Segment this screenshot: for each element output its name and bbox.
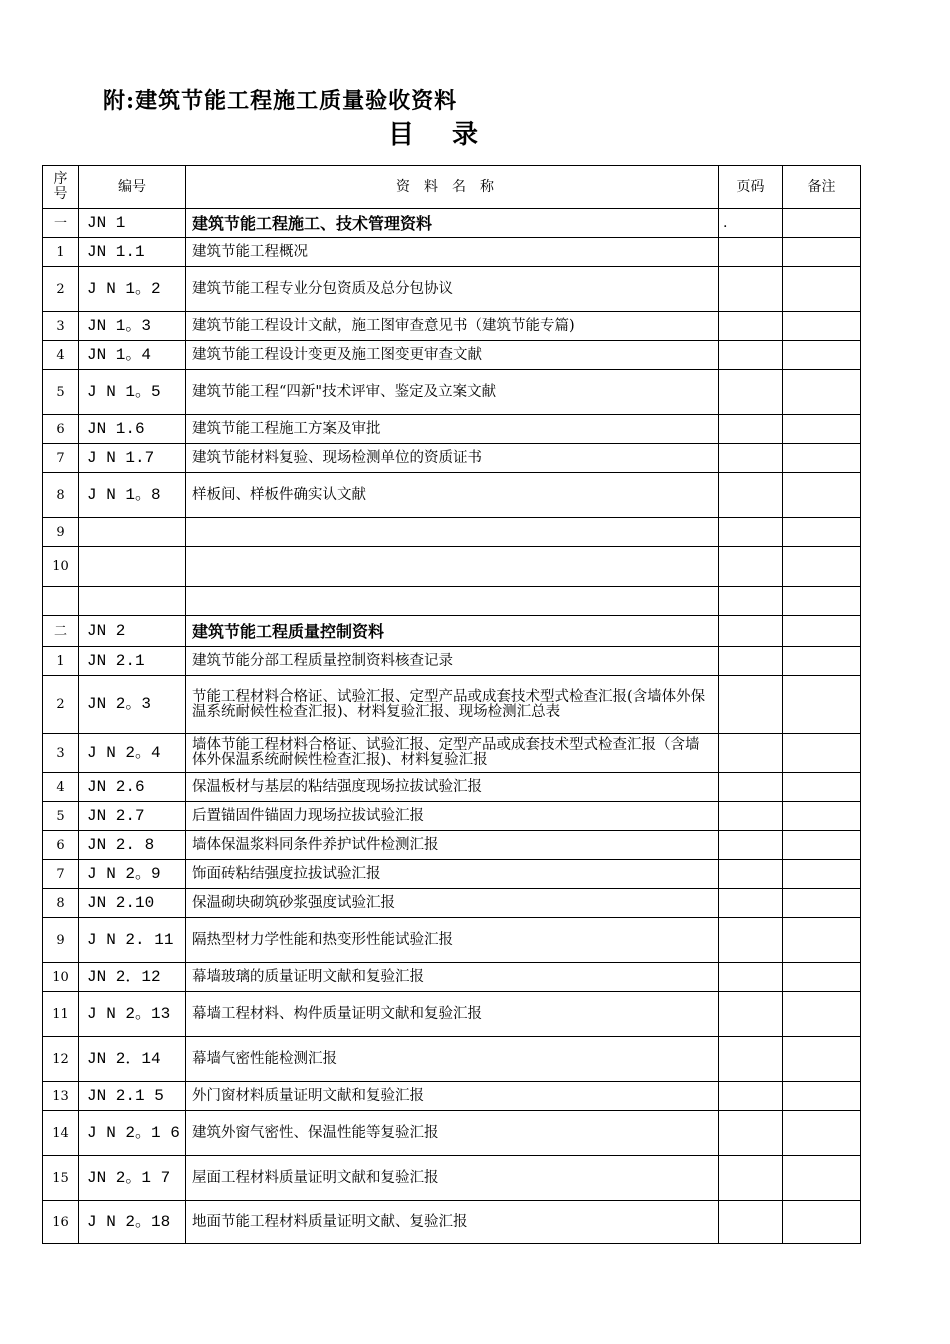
cell-remark [783, 734, 861, 773]
cell-code: J N 2。1 6 [79, 1111, 186, 1156]
cell-seq: 1 [43, 647, 79, 676]
cell-name: 饰面砖粘结强度拉拔试验汇报 [186, 860, 719, 889]
table-row [43, 773, 861, 802]
cell-seq: 16 [43, 1201, 79, 1244]
cell-code: J N 2。4 [79, 734, 186, 773]
table-row [43, 518, 861, 547]
cell-seq: 2 [43, 676, 79, 734]
cell-seq: 1 [43, 238, 79, 267]
cell-code: J N 2。18 [79, 1201, 186, 1244]
table-row [43, 1156, 861, 1201]
section-row [43, 616, 861, 647]
cell-remark [783, 1037, 861, 1082]
cell-code: JN 2。3 [79, 676, 186, 734]
cell-page [719, 587, 783, 616]
cell-page [719, 1111, 783, 1156]
cell-seq: 9 [43, 918, 79, 963]
cell-remark [783, 587, 861, 616]
cell-page [719, 734, 783, 773]
cell-page [719, 676, 783, 734]
cell-page [719, 616, 783, 647]
cell-code: JN 2。1 7 [79, 1156, 186, 1201]
cell-code: JN 2 [79, 616, 186, 647]
cell-remark [783, 473, 861, 518]
cell-name [186, 587, 719, 616]
cell-seq: 13 [43, 1082, 79, 1111]
table-row [43, 1082, 861, 1111]
cell-seq: 7 [43, 444, 79, 473]
table-row [43, 444, 861, 473]
cell-code: JN 2.1 5 [79, 1082, 186, 1111]
cell-remark [783, 773, 861, 802]
cell-seq: 7 [43, 860, 79, 889]
cell-page [719, 473, 783, 518]
cell-remark [783, 415, 861, 444]
cell-page [719, 267, 783, 312]
cell-seq: 2 [43, 267, 79, 312]
cell-seq: 6 [43, 831, 79, 860]
cell-name: 幕墙玻璃的质量证明文献和复验汇报 [186, 963, 719, 992]
cell-remark [783, 992, 861, 1037]
cell-name [186, 518, 719, 547]
cell-remark [783, 802, 861, 831]
cell-seq: 二 [43, 616, 79, 647]
cell-code: JN 1 [79, 209, 186, 238]
cell-name: 外门窗材料质量证明文献和复验汇报 [186, 1082, 719, 1111]
column-header-seq: 序号 [43, 166, 79, 209]
cell-code: JN 2.1 [79, 647, 186, 676]
cell-name: 保温砌块砌筑砂浆强度试验汇报 [186, 889, 719, 918]
cell-code: JN 1.1 [79, 238, 186, 267]
catalog-table [42, 165, 861, 1244]
cell-seq: 14 [43, 1111, 79, 1156]
cell-page [719, 415, 783, 444]
cell-name: 建筑节能工程设计文献，施工图审查意见书（建筑节能专篇) [186, 312, 719, 341]
cell-name: 保温板材与基层的粘结强度现场拉拔试验汇报 [186, 773, 719, 802]
cell-remark [783, 312, 861, 341]
cell-page [719, 1082, 783, 1111]
cell-remark [783, 209, 861, 238]
cell-code: JN 1.6 [79, 415, 186, 444]
cell-name: 幕墙气密性能检测汇报 [186, 1037, 719, 1082]
cell-name: 建筑节能工程设计变更及施工图变更审查文献 [186, 341, 719, 370]
column-header-name: 资料名称 [186, 166, 719, 209]
cell-page [719, 889, 783, 918]
cell-code: JN 1。4 [79, 341, 186, 370]
cell-seq: 5 [43, 802, 79, 831]
section-row [43, 209, 861, 238]
cell-name: 节能工程材料合格证、试验汇报、定型产品或成套技术型式检查汇报(含墙体外保温系统耐候性检查汇报)、材料复验汇报、现场检测汇总表 [186, 676, 719, 734]
cell-code: J N 2。9 [79, 860, 186, 889]
document-subtitle: 目录 [388, 120, 517, 150]
cell-page [719, 1156, 783, 1201]
cell-name: 地面节能工程材料质量证明文献、复验汇报 [186, 1201, 719, 1244]
table-row [43, 1201, 861, 1244]
cell-name: 屋面工程材料质量证明文献和复验汇报 [186, 1156, 719, 1201]
cell-name: 建筑外窗气密性、保温性能等复验汇报 [186, 1111, 719, 1156]
cell-remark [783, 444, 861, 473]
cell-code: J N 1。8 [79, 473, 186, 518]
cell-remark [783, 831, 861, 860]
cell-page: . [719, 209, 783, 238]
cell-page [719, 444, 783, 473]
cell-page [719, 312, 783, 341]
cell-remark [783, 370, 861, 415]
cell-remark [783, 238, 861, 267]
cell-page [719, 831, 783, 860]
document-title: 附:建筑节能工程施工质量验收资料 [103, 88, 458, 114]
column-header-code: 编号 [79, 166, 186, 209]
cell-name: 建筑节能工程质量控制资料 [186, 616, 719, 647]
cell-page [719, 963, 783, 992]
table-row [43, 547, 861, 587]
cell-name: 幕墙工程材料、构件质量证明文献和复验汇报 [186, 992, 719, 1037]
cell-page [719, 802, 783, 831]
cell-remark [783, 860, 861, 889]
cell-name: 建筑节能工程“四新"技术评审、鉴定及立案文献 [186, 370, 719, 415]
cell-seq: 5 [43, 370, 79, 415]
table-row [43, 415, 861, 444]
cell-name: 建筑节能工程施工方案及审批 [186, 415, 719, 444]
cell-seq: 3 [43, 734, 79, 773]
cell-page [719, 773, 783, 802]
cell-code: JN 2.7 [79, 802, 186, 831]
cell-remark [783, 676, 861, 734]
table-row [43, 647, 861, 676]
cell-seq: 8 [43, 889, 79, 918]
cell-code: JN 2．12 [79, 963, 186, 992]
cell-remark [783, 518, 861, 547]
cell-name: 建筑节能分部工程质量控制资料核查记录 [186, 647, 719, 676]
cell-name: 墙体保温浆料同条件养护试件检测汇报 [186, 831, 719, 860]
cell-code [79, 518, 186, 547]
cell-seq: 4 [43, 341, 79, 370]
table-row [43, 238, 861, 267]
cell-page [719, 918, 783, 963]
cell-remark [783, 1082, 861, 1111]
cell-page [719, 341, 783, 370]
table-header-row [43, 166, 861, 209]
cell-page [719, 647, 783, 676]
cell-code: JN 1。3 [79, 312, 186, 341]
cell-code: J N 2。13 [79, 992, 186, 1037]
cell-page [719, 992, 783, 1037]
cell-seq: 11 [43, 992, 79, 1037]
table-row [43, 676, 861, 734]
cell-remark [783, 889, 861, 918]
cell-page [719, 547, 783, 587]
cell-seq [43, 587, 79, 616]
cell-name: 墙体节能工程材料合格证、试验汇报、定型产品或成套技术型式检查汇报（含墙体外保温系统耐候性检查汇报)、材料复验汇报 [186, 734, 719, 773]
table-row [43, 370, 861, 415]
cell-page [719, 518, 783, 547]
cell-page [719, 1037, 783, 1082]
cell-remark [783, 1111, 861, 1156]
cell-code: J N 1.7 [79, 444, 186, 473]
cell-code: JN 2.10 [79, 889, 186, 918]
cell-name [186, 547, 719, 587]
cell-remark [783, 547, 861, 587]
table-row [43, 267, 861, 312]
table-row [43, 992, 861, 1037]
cell-remark [783, 918, 861, 963]
cell-code [79, 547, 186, 587]
cell-name: 样板间、样板件确实认文献 [186, 473, 719, 518]
cell-code: JN 2. 8 [79, 831, 186, 860]
cell-remark [783, 1156, 861, 1201]
cell-seq: 9 [43, 518, 79, 547]
cell-name: 建筑节能材料复验、现场检测单位的资质证书 [186, 444, 719, 473]
cell-name: 建筑节能工程专业分包资质及总分包协议 [186, 267, 719, 312]
table-row [43, 918, 861, 963]
cell-code [79, 587, 186, 616]
cell-remark [783, 647, 861, 676]
cell-seq: 6 [43, 415, 79, 444]
cell-remark [783, 267, 861, 312]
cell-page [719, 238, 783, 267]
table-row [43, 587, 861, 616]
table-row [43, 734, 861, 773]
table-row [43, 860, 861, 889]
table-row [43, 963, 861, 992]
cell-code: J N 1。2 [79, 267, 186, 312]
table-row [43, 831, 861, 860]
cell-remark [783, 963, 861, 992]
cell-remark [783, 616, 861, 647]
cell-page [719, 1201, 783, 1244]
table-row [43, 1037, 861, 1082]
cell-seq: 10 [43, 963, 79, 992]
cell-name: 隔热型材力学性能和热变形性能试验汇报 [186, 918, 719, 963]
cell-remark [783, 1201, 861, 1244]
cell-name: 后置锚固件锚固力现场拉拔试验汇报 [186, 802, 719, 831]
cell-seq: 12 [43, 1037, 79, 1082]
cell-seq: 8 [43, 473, 79, 518]
cell-seq: 一 [43, 209, 79, 238]
cell-name: 建筑节能工程概况 [186, 238, 719, 267]
cell-seq: 3 [43, 312, 79, 341]
cell-seq: 10 [43, 547, 79, 587]
cell-code: JN 2.6 [79, 773, 186, 802]
table-row [43, 341, 861, 370]
cell-remark [783, 341, 861, 370]
column-header-page: 页码 [719, 166, 783, 209]
cell-page [719, 370, 783, 415]
cell-page [719, 860, 783, 889]
cell-name: 建筑节能工程施工、技术管理资料 [186, 209, 719, 238]
cell-code: J N 1。5 [79, 370, 186, 415]
cell-seq: 4 [43, 773, 79, 802]
cell-code: J N 2. 11 [79, 918, 186, 963]
table-row [43, 802, 861, 831]
cell-code: JN 2．14 [79, 1037, 186, 1082]
table-row [43, 312, 861, 341]
table-row [43, 889, 861, 918]
table-row [43, 473, 861, 518]
cell-seq: 15 [43, 1156, 79, 1201]
table-row [43, 1111, 861, 1156]
column-header-remark: 备注 [783, 166, 861, 209]
